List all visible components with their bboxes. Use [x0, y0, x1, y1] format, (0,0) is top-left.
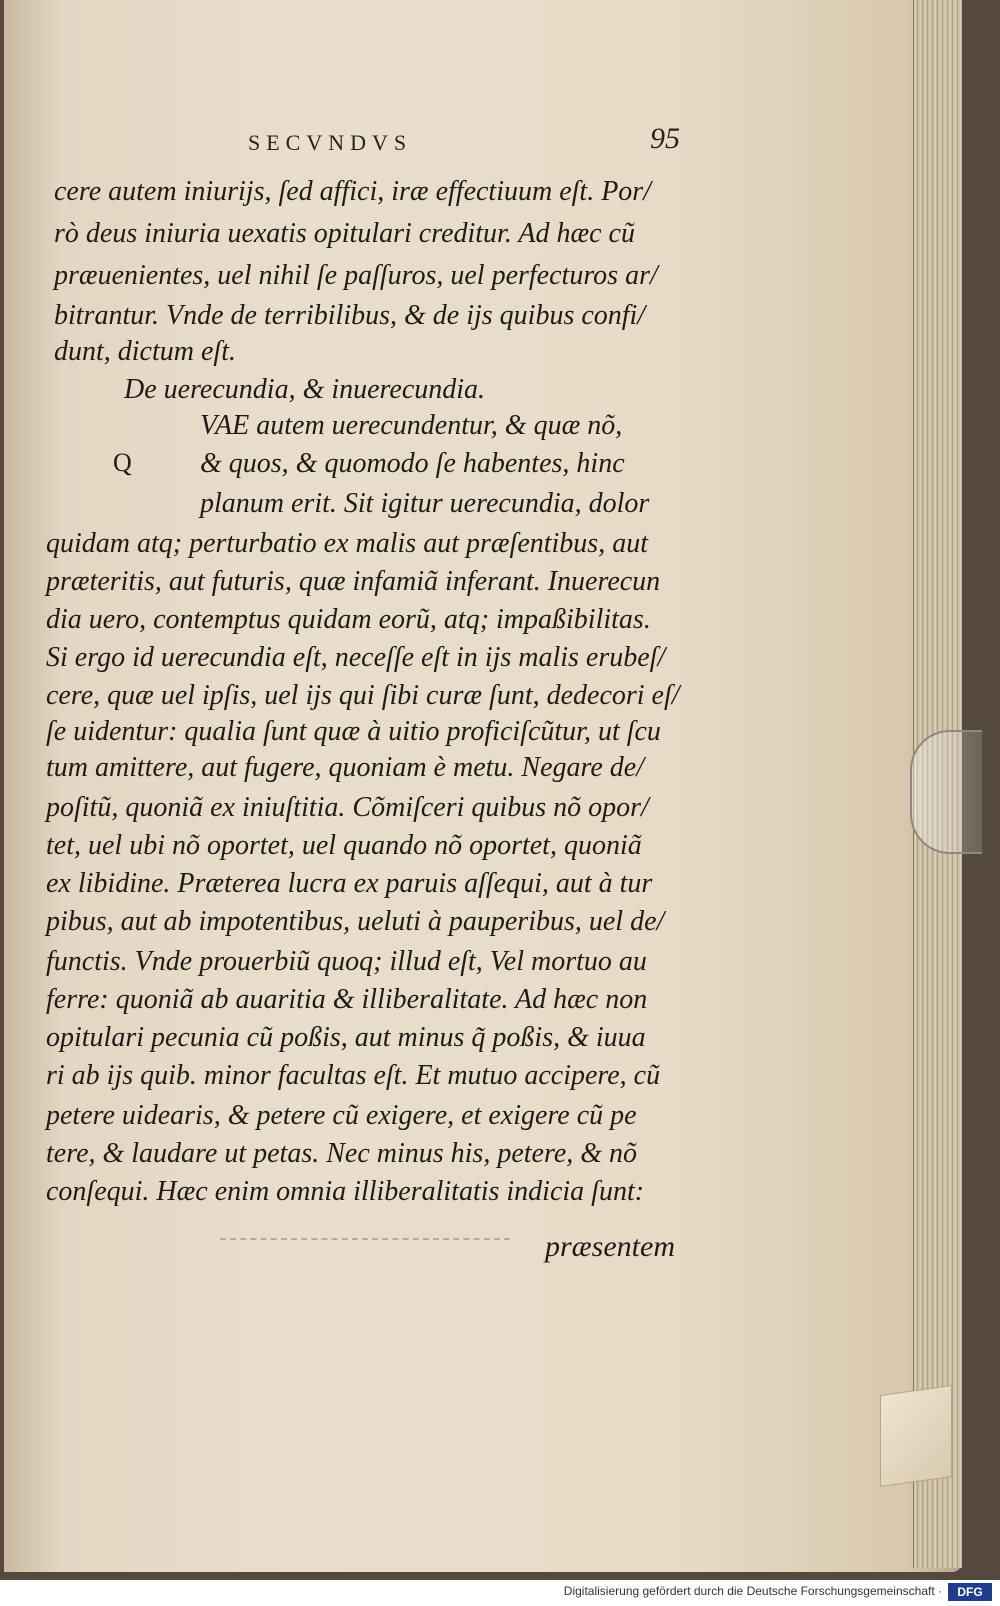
page-number: 95	[650, 122, 680, 155]
text-line-9: quidam atq; perturbatio ex malis aut præſentibus, aut	[46, 528, 648, 559]
text-line-18: ex libidine. Præterea lucra ex paruis aſſequi, aut à tur	[46, 868, 653, 899]
text-line-15: tum amittere, aut fugere, quoniam è metu. Negare de/	[46, 752, 644, 783]
text-line-12: Si ergo id uerecundia eſt, neceſſe eſt in ijs malis erubeſ/	[46, 642, 666, 673]
text-line-14: ſe uidentur: qualia ſunt quæ à uitio proficiſcũtur, ut ſcu	[46, 716, 661, 747]
folded-corner	[880, 1385, 952, 1487]
page-clip	[910, 730, 982, 854]
faded-rule	[220, 1238, 510, 1240]
text-line-11: dia uero, contemptus quidam eorũ, atq; impaßibilitas.	[46, 604, 651, 635]
catchword: præsentem	[545, 1230, 675, 1263]
text-line-20: functis. Vnde prouerbiũ quoq; illud eſt, Vel mortuo au	[46, 946, 647, 977]
text-line-17: tet, uel ubi nõ oportet, uel quando nõ oportet, quoniã	[46, 830, 642, 861]
text-line-5: dunt, dictum eſt.	[54, 336, 236, 367]
text-line-16: poſitũ, quoniã ex iniuſtitia. Cõmiſceri quibus nõ opor/	[46, 792, 649, 823]
dfg-logo: DFG	[948, 1583, 992, 1601]
running-head: SECVNDVS	[248, 130, 413, 155]
text-line-24: petere uidearis, & petere cũ exigere, et exigere cũ pe	[46, 1100, 637, 1131]
text-line-6: VAE autem uerecundentur, & quæ nõ,	[200, 410, 623, 441]
text-line-10: præteritis, aut futuris, quæ infamiã inferant. Inuerecun	[46, 566, 661, 597]
initial-letter: Q	[113, 448, 132, 477]
text-line-8: planum erit. Sit igitur uerecundia, dolor	[200, 488, 650, 519]
text-line-25: tere, & laudare ut petas. Nec minus his, petere, & nõ	[46, 1138, 638, 1169]
text-line-1: cere autem iniurijs, ſed affici, iræ effectiuum eſt. Por/	[54, 176, 651, 207]
text-line-13: cere, quæ uel ipſis, uel ijs qui ſibi curæ ſunt, dedecori eſ/	[46, 680, 680, 711]
text-line-7: & quos, & quomodo ſe habentes, hinc	[200, 448, 625, 479]
text-line-21: ferre: quoniã ab auaritia & illiberalitate. Ad hæc non	[46, 984, 648, 1015]
text-line-3: præuenientes, uel nihil ſe paſſuros, uel perfecturos ar/	[54, 260, 658, 291]
text-line-22: opitulari pecunia cũ poßis, aut minus q̃ poßis, & iuua	[46, 1022, 646, 1053]
text-line-19: pibus, aut ab impotentibus, ueluti à pauperibus, uel de/	[46, 906, 665, 937]
section-heading: De uerecundia, & inuerecundia.	[124, 374, 486, 405]
footer-credit: Digitalisierung gefördert durch die Deutsche Forschungsgemeinschaft ·	[563, 1584, 942, 1598]
text-line-26: conſequi. Hæc enim omnia illiberalitatis indicia ſunt:	[46, 1176, 645, 1207]
digitization-footer	[0, 1580, 1000, 1606]
text-line-23: ri ab ijs quib. minor facultas eſt. Et mutuo accipere, cũ	[46, 1060, 661, 1091]
text-line-2: rò deus iniuria uexatis opitulari creditur. Ad hæc cũ	[54, 218, 635, 249]
text-line-4: bitrantur. Vnde de terribilibus, & de ijs quibus confi/	[54, 300, 646, 331]
